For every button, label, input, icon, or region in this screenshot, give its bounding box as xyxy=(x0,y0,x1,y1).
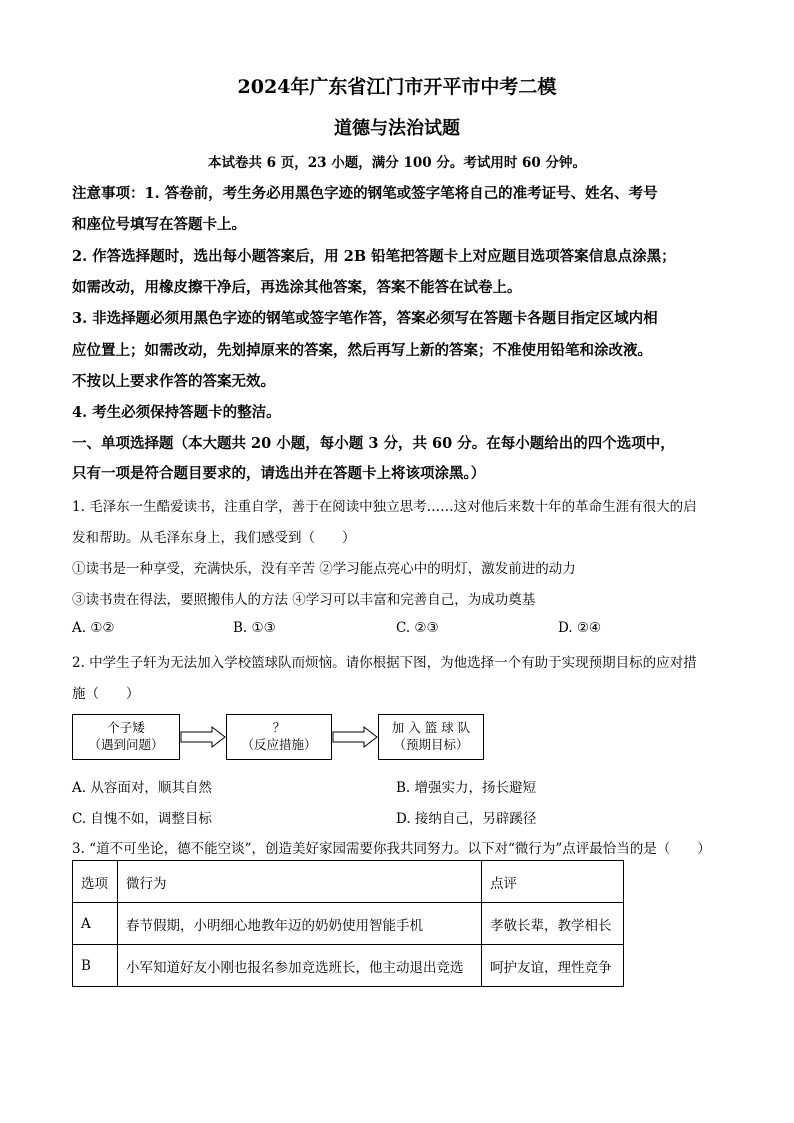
q2-stem-line-2: 施（ ） xyxy=(72,686,140,702)
notes-line-8: 4. 考生必须保持答题卡的整洁。 xyxy=(72,404,281,421)
q2-stem-line-1: 2. 中学生子轩为无法加入学校篮球队而烦恼。请你根据下图，为他选择一个有助于实现预期目标的应对措 xyxy=(72,655,697,671)
q1-stem-line-2: 发和帮助。从毛泽东身上，我们感受到（ ） xyxy=(72,530,356,546)
q3-stem: 3. “道不可坐论，德不能空谈”，创造美好家园需要你我共同努力。以下对“微行为”点评最恰当的是（ ） xyxy=(72,841,711,857)
row-b-comment: 呵护友谊，理性竞争 xyxy=(482,945,624,987)
row-b-option: B xyxy=(73,945,118,987)
notes-line-1: 注意事项：1. 答卷前，考生务必用黑色字迹的钢笔或签字笔将自己的准考证号、姓名、考号 xyxy=(72,185,658,202)
flow-box-goal xyxy=(378,714,484,760)
row-b-behavior: 小军知道好友小刚也报名参加竞选班长，他主动退出竞选 xyxy=(118,945,482,987)
q2-option-c[interactable]: C. 自愧不如，调整目标 xyxy=(72,811,212,827)
table-row xyxy=(73,903,624,945)
notes-line-6: 应位置上；如需改动，先划掉原来的答案，然后再写上新的答案；不准使用铅笔和涂改液。 xyxy=(72,342,652,359)
exam-info: 本试卷共 6 页，23 小题，满分 100 分。考试用时 60 分钟。 xyxy=(207,155,587,171)
q3-table xyxy=(72,860,624,987)
flow-box-measure xyxy=(226,714,332,760)
flow-box-measure-title: ？ xyxy=(272,720,286,735)
row-a-option: A xyxy=(73,903,118,945)
q1-statements-line-2: ③读书贵在得法，要照搬伟人的方法 ④学习可以丰富和完善自己，为成功奠基 xyxy=(72,592,536,608)
q2-option-b[interactable]: B. 增强实力，扬长避短 xyxy=(396,780,537,796)
flow-box-measure-caption: （反应措施） xyxy=(241,737,317,752)
section-heading-line-1: 一、单项选择题（本大题共 20 小题，每小题 3 分，共 60 分。在每小题给出的四个选项中， xyxy=(72,435,675,452)
flow-box-problem-caption: （遇到问题） xyxy=(88,737,164,752)
section-heading-line-2: 只有一项是符合题目要求的，请选出并在答题卡上将该项涂黑。） xyxy=(72,465,486,482)
q1-stem-line-1: 1. 毛泽东一生酷爱读书，注重自学，善于在阅读中独立思考……这对他后来数十年的革命生涯有很大的启 xyxy=(72,499,697,515)
exam-subject: 道德与法治试题 xyxy=(334,118,460,139)
flow-box-goal-caption: （预期目标） xyxy=(393,737,469,752)
notes-line-3: 2. 作答选择题时，选出每小题答案后，用 2B 铅笔把答题卡上对应题目选项答案信息点涂黑； xyxy=(72,248,676,265)
flow-box-problem xyxy=(72,714,180,760)
flow-box-problem-title: 个子矮 xyxy=(107,720,145,735)
q1-option-b[interactable]: B. ①③ xyxy=(233,620,276,636)
table-row xyxy=(73,945,624,987)
q1-option-a[interactable]: A. ①② xyxy=(72,620,115,636)
exam-title: 2024年广东省江门市开平市中考二模 xyxy=(237,76,557,98)
header-behavior: 微行为 xyxy=(118,861,482,903)
flow-box-goal-title: 加 入 篮 球 队 xyxy=(391,720,471,735)
header-option: 选项 xyxy=(73,861,118,903)
q1-statements-line-1: ①读书是一种享受，充满快乐，没有辛苦 ②学习能点亮心中的明灯，激发前进的动力 xyxy=(72,561,576,577)
q1-option-d[interactable]: D. ②④ xyxy=(558,620,602,636)
q1-option-c[interactable]: C. ②③ xyxy=(396,620,439,636)
notes-line-5: 3. 非选择题必须用黑色字迹的钢笔或签字笔作答，答案必须写在答题卡各题目指定区域内相 xyxy=(72,310,658,327)
q2-option-d[interactable]: D. 接纳自己，另辟蹊径 xyxy=(396,811,537,827)
header-comment: 点评 xyxy=(482,861,624,903)
notes-line-4: 如需改动，用橡皮擦干净后，再选涂其他答案，答案不能答在试卷上。 xyxy=(72,279,522,296)
flow-arrow-1 xyxy=(180,725,226,749)
table-header-row xyxy=(73,861,624,903)
notes-line-2: 和座位号填写在答题卡上。 xyxy=(72,216,246,233)
flow-arrow-2 xyxy=(332,725,378,749)
notes-line-7: 不按以上要求作答的答案无效。 xyxy=(72,373,275,390)
row-a-comment: 孝敬长辈，教学相长 xyxy=(482,903,624,945)
row-a-behavior: 春节假期，小明细心地教年迈的奶奶使用智能手机 xyxy=(118,903,482,945)
q2-option-a[interactable]: A. 从容面对，顺其自然 xyxy=(72,780,212,796)
